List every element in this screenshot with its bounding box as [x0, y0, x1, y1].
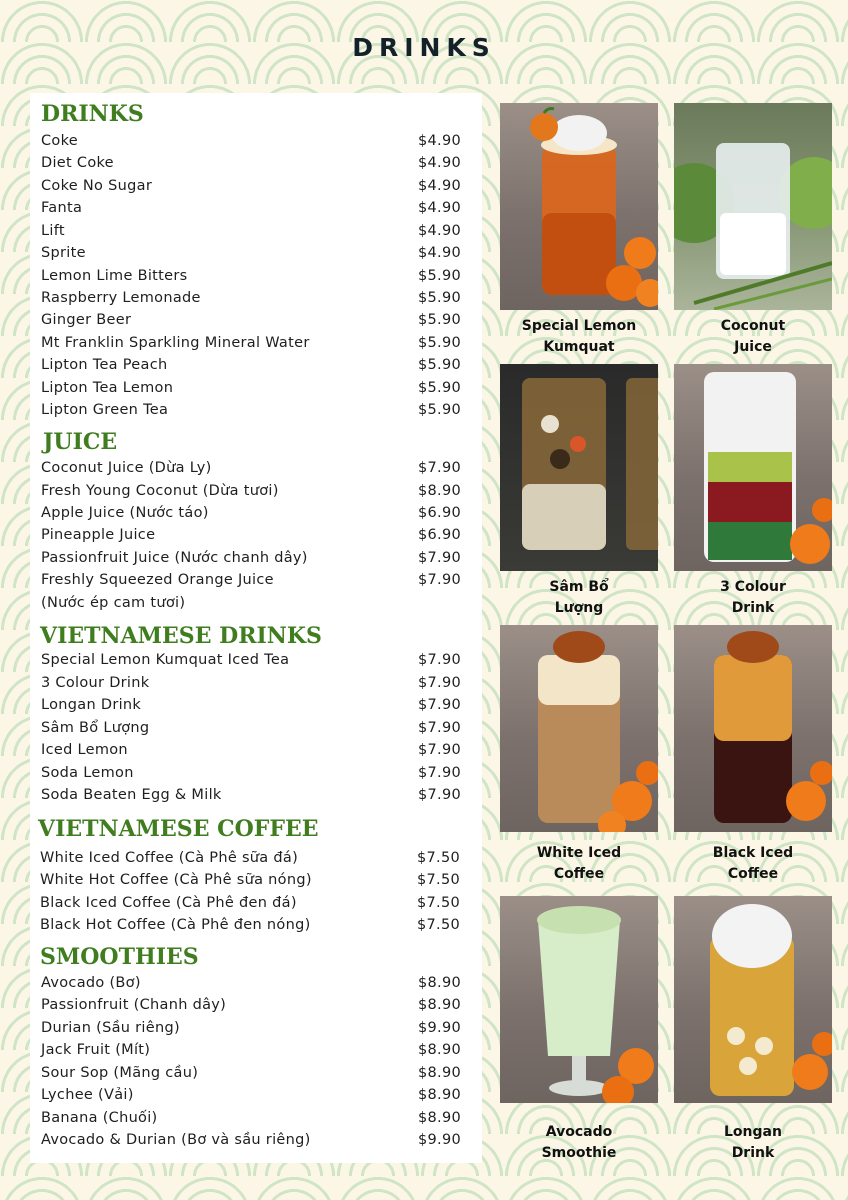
item-name: Lipton Tea Peach — [41, 357, 168, 373]
menu-item — [41, 1062, 461, 1084]
item-name: Pineapple Juice — [41, 527, 156, 543]
item-price: $4.90 — [417, 133, 461, 149]
item-price: $8.90 — [417, 975, 461, 991]
item-price: $5.90 — [417, 312, 461, 328]
menu-item — [41, 1129, 461, 1151]
photo-caption: 3 Colour Drink — [720, 579, 786, 616]
item-name: Fanta — [41, 200, 83, 216]
item-name: Longan Drink — [41, 697, 142, 713]
menu-item — [41, 309, 461, 331]
menu-item — [41, 972, 461, 994]
menu-item — [41, 649, 461, 671]
photo-coconut-juice — [674, 103, 832, 310]
item-name: Durian (Sầu riêng) — [41, 1020, 180, 1036]
item-name: Black Iced Coffee (Cà Phê đen đá) — [40, 895, 297, 911]
item-price: $8.90 — [417, 1042, 461, 1058]
item-name: Passionfruit (Chanh dây) — [41, 997, 227, 1013]
menu-item — [41, 332, 461, 354]
item-price: $7.90 — [417, 765, 461, 781]
item-name: White Hot Coffee (Cà Phê sữa nóng) — [40, 872, 312, 888]
menu-item — [41, 717, 461, 739]
item-price: $7.90 — [417, 742, 461, 758]
section-title-vietnamese-drinks: VIETNAMESE DRINKS — [40, 623, 322, 649]
item-price: $8.90 — [417, 483, 461, 499]
page-title: DRINKS — [352, 33, 496, 62]
item-price: $8.90 — [417, 1065, 461, 1081]
menu-item — [41, 524, 461, 546]
item-price: $5.90 — [417, 268, 461, 284]
item-name: Lipton Tea Lemon — [41, 380, 174, 396]
item-price: $8.90 — [417, 1110, 461, 1126]
item-name: Black Hot Coffee (Cà Phê đen nóng) — [40, 917, 311, 933]
item-price: $7.90 — [417, 787, 461, 803]
section-title-vietnamese-coffee: VIETNAMESE COFFEE — [38, 816, 319, 842]
item-price: $7.50 — [416, 917, 460, 933]
item-name: Lipton Green Tea — [41, 402, 169, 418]
item-price: $4.90 — [417, 178, 461, 194]
item-name: Avocado (Bơ) — [41, 975, 141, 991]
item-price: $4.90 — [417, 223, 461, 239]
item-name: Soda Lemon — [41, 765, 134, 781]
item-name: Passionfruit Juice (Nước chanh dây) — [41, 550, 308, 566]
photo-caption: White Iced Coffee — [536, 845, 622, 882]
section-title-drinks: DRINKS — [41, 101, 144, 127]
item-name: Fresh Young Coconut (Dừa tươi) — [41, 483, 279, 499]
item-price: $7.90 — [417, 572, 461, 588]
photo-3-colour-drink — [674, 364, 832, 571]
item-price: $5.90 — [417, 290, 461, 306]
item-name: Lift — [41, 223, 65, 239]
menu-item — [41, 399, 461, 421]
item-price: $8.90 — [417, 1087, 461, 1103]
menu-item — [41, 994, 461, 1016]
item-name: Lemon Lime Bitters — [41, 268, 188, 284]
menu-item — [41, 569, 461, 591]
photo-caption: Longan Drink — [724, 1124, 782, 1161]
menu-item — [41, 694, 461, 716]
photo-caption: Sâm Bổ Lượng — [549, 579, 609, 616]
item-name: Coke No Sugar — [41, 178, 153, 194]
section-title-smoothies: SMOOTHIES — [40, 944, 199, 970]
item-price: $5.90 — [417, 402, 461, 418]
item-name: Mt Franklin Sparkling Mineral Water — [41, 335, 310, 351]
item-price: $4.90 — [417, 245, 461, 261]
photo-caption: Avocado Smoothie — [541, 1124, 617, 1161]
photo-caption: Black Iced Coffee — [712, 845, 794, 882]
item-name: Special Lemon Kumquat Iced Tea — [41, 652, 290, 668]
menu-item — [41, 1107, 461, 1129]
item-name: Soda Beaten Egg & Milk — [41, 787, 222, 803]
menu-item — [41, 265, 461, 287]
item-price: $7.90 — [417, 720, 461, 736]
menu-item — [41, 480, 461, 502]
menu-item — [41, 220, 461, 242]
item-price: $7.50 — [416, 850, 460, 866]
item-name: Apple Juice (Nước táo) — [41, 505, 209, 521]
photo-white-iced-coffee — [500, 625, 658, 832]
item-name: Sâm Bổ Lượng — [41, 720, 150, 736]
item-price: $7.90 — [417, 460, 461, 476]
item-price: $7.90 — [417, 675, 461, 691]
item-name: Iced Lemon — [41, 742, 128, 758]
menu-item — [40, 869, 460, 891]
item-name: 3 Colour Drink — [41, 675, 150, 691]
item-name: Coke — [41, 133, 78, 149]
item-name: Diet Coke — [41, 155, 114, 171]
photo-lemon-kumquat — [500, 103, 658, 310]
menu-item — [41, 152, 461, 174]
menu-item — [40, 892, 460, 914]
photo-longan-drink — [674, 896, 832, 1103]
menu-item — [41, 547, 461, 569]
item-price: $5.90 — [417, 357, 461, 373]
menu-item — [41, 130, 461, 152]
item-name: Raspberry Lemonade — [41, 290, 201, 306]
item-price: $5.90 — [417, 380, 461, 396]
section-title-juice: JUICE — [43, 429, 118, 455]
item-price: $7.90 — [417, 697, 461, 713]
photo-black-iced-coffee — [674, 625, 832, 832]
photo-caption: Special Lemon Kumquat — [521, 318, 637, 355]
menu-item — [41, 457, 461, 479]
item-name: Sprite — [41, 245, 86, 261]
item-price: $9.90 — [417, 1020, 461, 1036]
item-name: Coconut Juice (Dừa Ly) — [41, 460, 212, 476]
menu-panel — [30, 93, 482, 1163]
item-price: $8.90 — [417, 997, 461, 1013]
item-name: Banana (Chuối) — [41, 1110, 158, 1126]
item-name-line2: (Nước ép cam tươi) — [41, 595, 186, 611]
menu-item — [40, 847, 460, 869]
menu-item — [41, 672, 461, 694]
item-price: $4.90 — [417, 155, 461, 171]
menu-item — [41, 242, 461, 264]
item-price: $7.90 — [417, 550, 461, 566]
menu-item — [41, 502, 461, 524]
item-name: White Iced Coffee (Cà Phê sữa đá) — [40, 850, 299, 866]
menu-item — [41, 784, 461, 806]
item-price: $7.50 — [416, 872, 460, 888]
item-price: $6.90 — [417, 527, 461, 543]
menu-item — [41, 197, 461, 219]
item-name: Lychee (Vải) — [41, 1087, 134, 1103]
menu-item — [41, 354, 461, 376]
item-price: $7.50 — [416, 895, 460, 911]
photo-avocado-smoothie — [500, 896, 658, 1103]
menu-item — [41, 739, 461, 761]
menu-item — [41, 1039, 461, 1061]
menu-item — [41, 377, 461, 399]
item-name: Freshly Squeezed Orange Juice — [41, 572, 274, 588]
item-price: $4.90 — [417, 200, 461, 216]
menu-item — [41, 287, 461, 309]
item-price: $5.90 — [417, 335, 461, 351]
photo-caption: Coconut Juice — [720, 318, 786, 355]
item-name: Ginger Beer — [41, 312, 132, 328]
item-name: Jack Fruit (Mít) — [41, 1042, 151, 1058]
menu-item — [41, 175, 461, 197]
item-price: $9.90 — [417, 1132, 461, 1148]
menu-item — [40, 914, 460, 936]
item-price: $6.90 — [417, 505, 461, 521]
menu-item — [41, 1017, 461, 1039]
menu-item — [41, 762, 461, 784]
menu-item — [41, 1084, 461, 1106]
photo-sam-bo-luong — [500, 364, 658, 571]
item-price: $7.90 — [417, 652, 461, 668]
item-name: Avocado & Durian (Bơ và sầu riêng) — [41, 1132, 311, 1148]
item-name: Sour Sop (Mãng cầu) — [41, 1065, 199, 1081]
